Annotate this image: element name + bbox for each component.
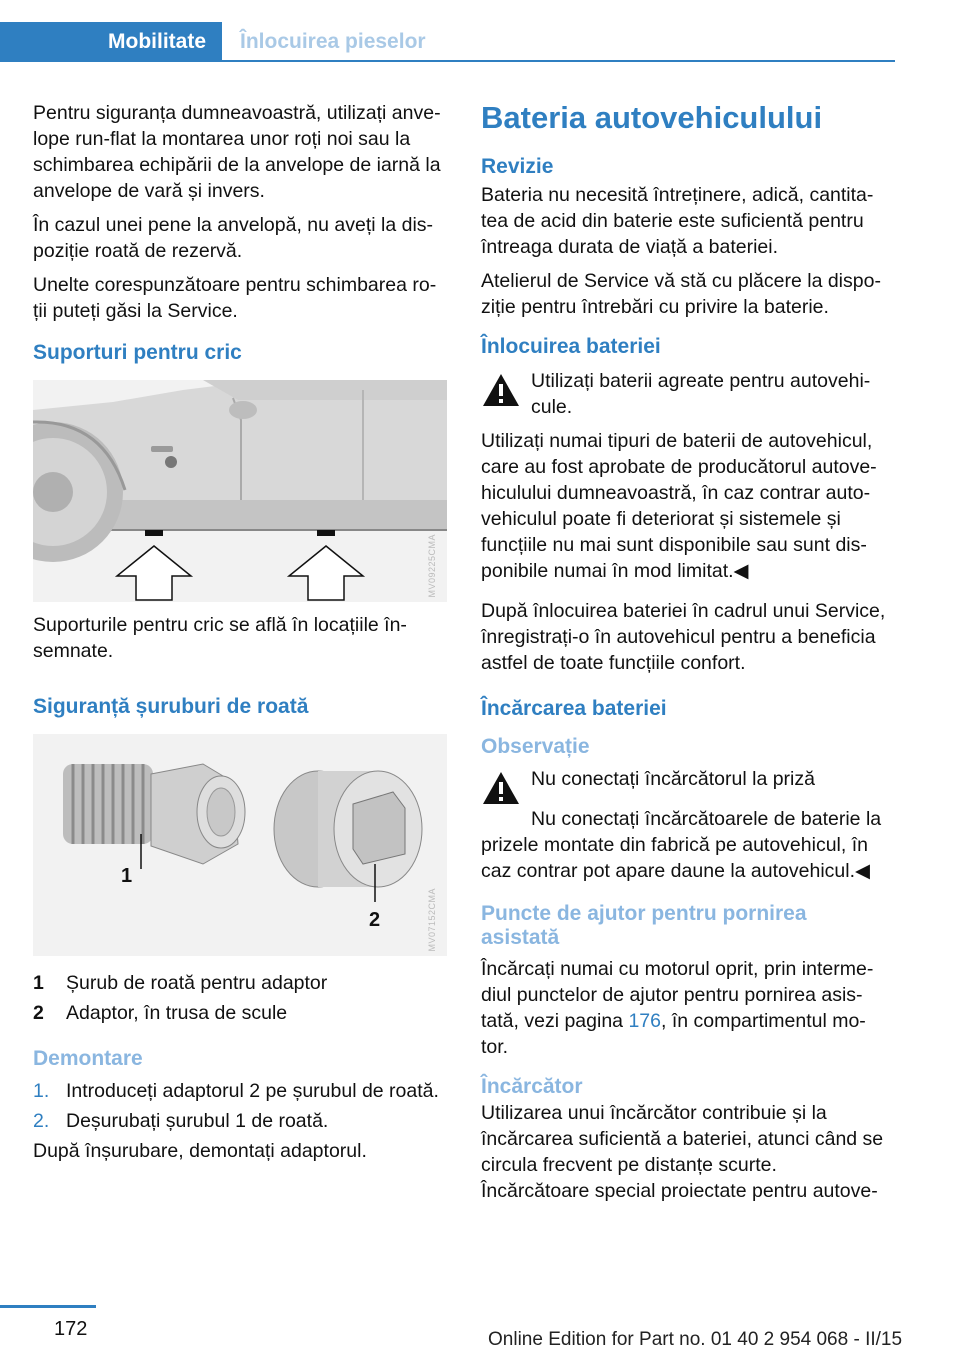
warning-approved-batteries: Utilizați baterii agreate pentru autovehi‐cule. (481, 368, 886, 428)
warning-icon (481, 372, 521, 408)
steps-list (33, 1078, 447, 1134)
caption-jack-points: Suporturile pentru cric se află în locațiile în‐semnate. (33, 614, 407, 662)
paragraph-charger-2: Încărcătoare special proiectate pentru autove‐ (481, 1180, 878, 1202)
heading-jack-points: Suporturi pentru cric (33, 341, 242, 364)
heading-charger: Încărcător (481, 1075, 583, 1098)
right-column (481, 100, 886, 1212)
left-column (33, 100, 447, 1172)
legend-item: 1 Șurub de roată pentru adaptor (33, 972, 328, 994)
heading-jump-start: Puncte de ajutor pentru pornirea asistată (481, 902, 807, 949)
paragraph-after: După înșurubare, demontați adaptorul. (33, 1140, 367, 1162)
paragraph-no-socket: Nu conectați încărcătoarele de baterie la prizele montate din fabrică pe autovehicul, în caz contrar pot apare daune la autovehicul.◀ (481, 808, 882, 882)
heading-charge: Încărcarea bateriei (481, 697, 667, 720)
page-link-176[interactable]: 176 (628, 1010, 661, 1032)
figure-code: MV09225CMA (427, 534, 437, 598)
header-tabs (0, 0, 895, 62)
legend-item: 2 Adaptor, în trusa de scule (33, 1002, 288, 1024)
paragraph-charger: Utilizarea unui încărcător contribuie și la încărcarea suficientă a bateriei, atunci când se circula frecvent pe distanțe scurte. (481, 1102, 884, 1176)
paragraph-no-spare: În cazul unei pene la anvelopă, nu aveți la dis‐poziție roată de rezervă. (33, 214, 434, 262)
paragraph-runflat: Pentru siguranța dumneavoastră, utilizați anve‐lope run-flat la montarea unor roți noi sau la schimbarea echipării de la anvelope de iarnă la anvelope de vară și invers. (33, 102, 441, 202)
footer-edition: Online Edition for Part no. 01 40 2 954 068 - II/15 (488, 1329, 903, 1350)
footer-rule (0, 1305, 96, 1308)
callout-1: 1 (121, 865, 133, 887)
callout-2: 2 (369, 909, 381, 931)
heading-replace: Înlocuirea bateriei (481, 335, 661, 358)
paragraph-jump-start: Încărcați numai cu motorul oprit, prin interme‐diul punctelor de ajutor pentru pornirea asis‐tată, vezi pagina 176, în compartimentul mo‐tor. (481, 958, 874, 1058)
paragraph-register: După înlocuirea bateriei în cadrul unui Service, înregistrați-o în autovehicul pentru a beneficia astfel de toate funcțiile confort. (481, 600, 886, 674)
step-item: 2. Deșurubați șurubul 1 de roată. (33, 1110, 329, 1132)
heading-revizie: Revizie (481, 155, 554, 178)
warning-no-socket: Nu conectați încărcătorul la priză (481, 766, 886, 806)
heading-demount: Demontare (33, 1047, 143, 1070)
paragraph-atelier: Atelierul de Service vă stă cu plăcere la dispo‐ziție pentru întrebări cu privire la baterie. (481, 270, 881, 318)
car-side-illustration (33, 380, 447, 602)
step-item: 1. Introduceți adaptorul 2 pe șurubul de roată. (33, 1080, 439, 1102)
tab-inlocuirea-pieselor[interactable]: Înlocuirea pieselor (240, 30, 426, 53)
figure-code: MV07152CMA (427, 888, 437, 952)
paragraph-replace: Utilizați numai tipuri de baterii de autovehicul, care au fost aprobate de producătorul autove‐hiculului dumneavoastră, în caz contrar auto‐vehiculul poate fi deteriorat și sistemele și funcțiile nu mai sunt disponibile sau sunt dis‐ponibile numai în mod limitat.◀ (481, 430, 877, 582)
heading-note: Observație (481, 735, 590, 758)
warning-icon (481, 770, 521, 806)
heading-battery: Bateria autovehiculului (481, 100, 823, 135)
legend-list (33, 970, 447, 1026)
figure-wheel-lock (33, 734, 447, 956)
tab-mobilitate[interactable]: Mobilitate (0, 22, 222, 62)
figure-jack-points (33, 380, 447, 602)
heading-wheel-lock: Siguranță șuruburi de roată (33, 695, 309, 718)
wheel-lock-illustration (33, 734, 447, 956)
paragraph-revizie: Bateria nu necesită întreținere, adică, cantita‐tea de acid din baterie este suficientă pentru întreaga durata de viață a bateriei. (481, 184, 874, 258)
paragraph-tools: Unelte corespunzătoare pentru schimbarea ro‐ții puteți găsi la Service. (33, 274, 437, 322)
page-number: 172 (54, 1318, 88, 1340)
